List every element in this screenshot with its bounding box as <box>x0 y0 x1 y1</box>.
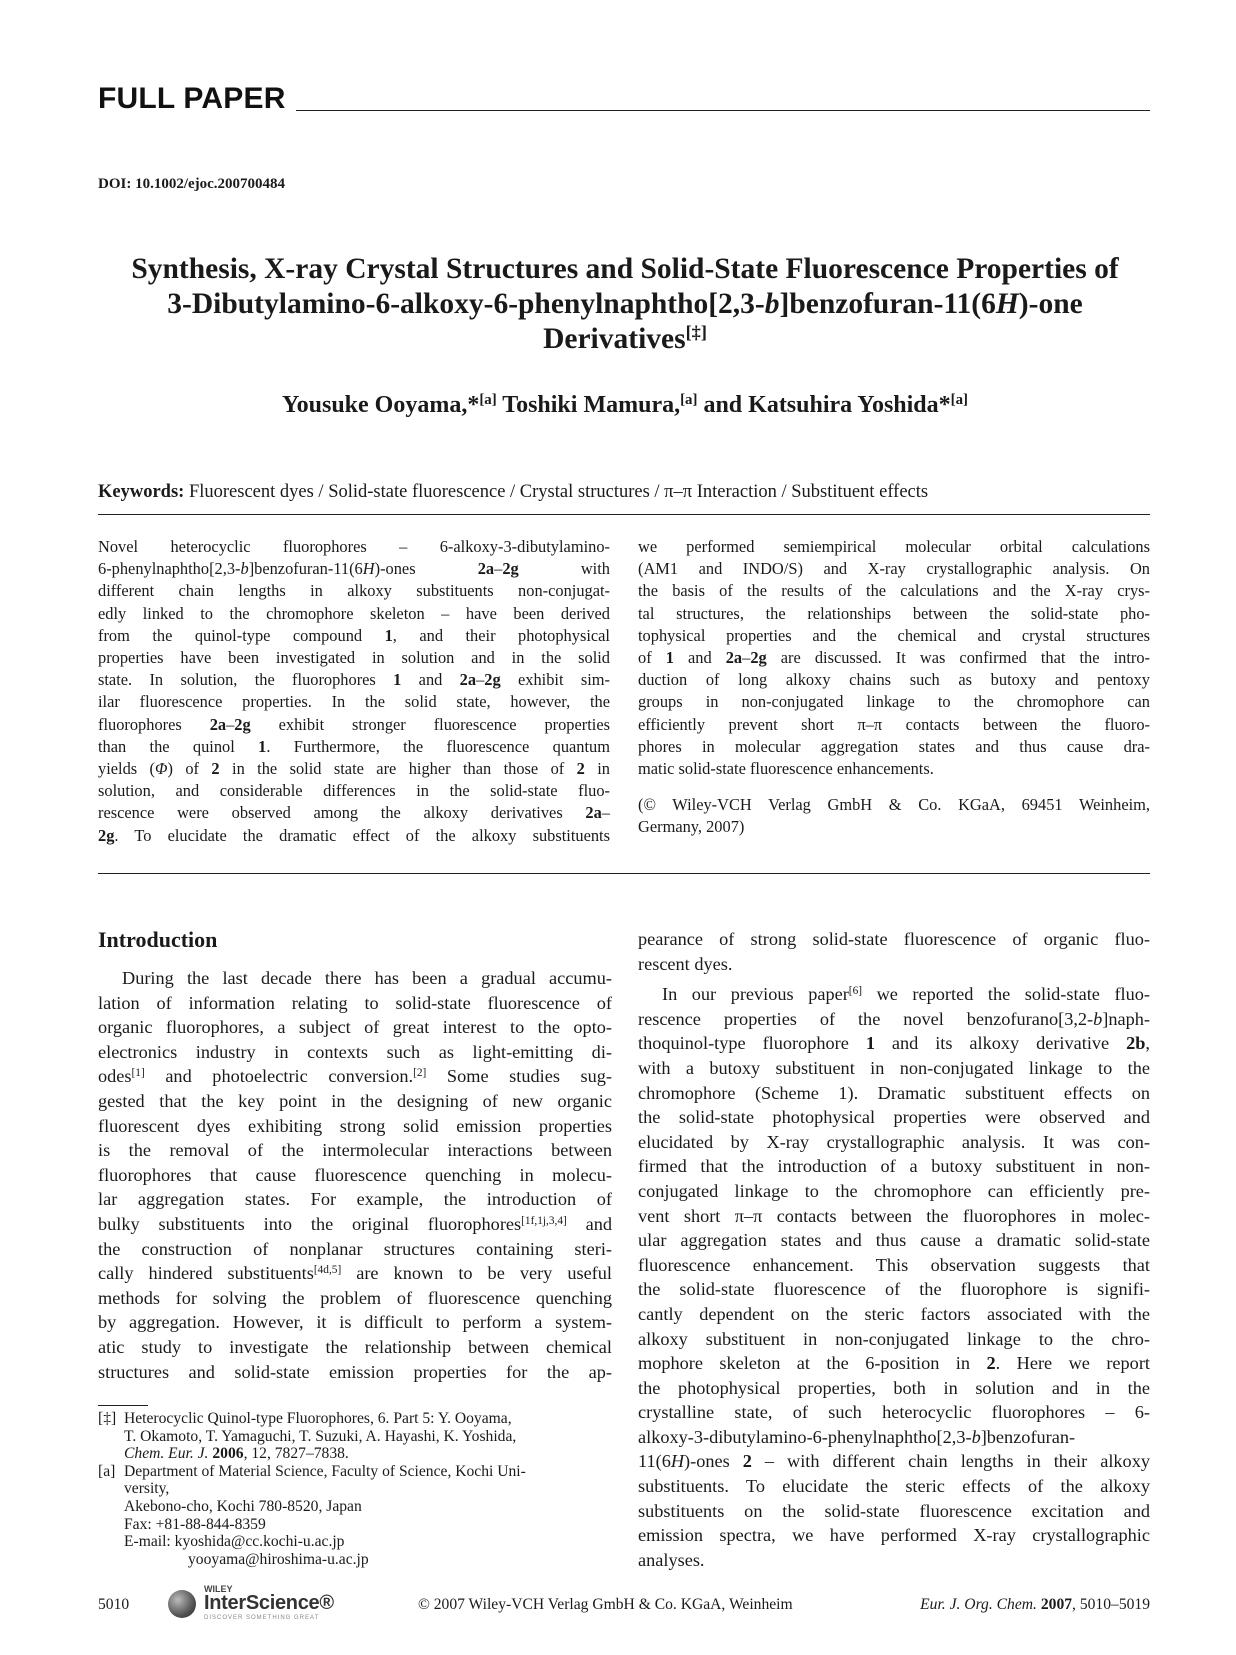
abstract-line: rescence were observed among the alkoxy derivatives 2a– <box>98 803 610 823</box>
body-line: bulky substituents into the original fluorophores[1f,1j,3,4] and <box>98 1213 612 1234</box>
body-line: fluorescence enhancement. This observation suggests that <box>638 1254 1150 1275</box>
abstract-copyright: (© Wiley-VCH Verlag GmbH & Co. KGaA, 69451 Weinheim, <box>638 795 1150 815</box>
header-rule <box>296 110 1150 111</box>
footnote-line: T. Okamoto, T. Yamaguchi, T. Suzuki, A. Hayashi, K. Yoshida, <box>124 1427 517 1445</box>
abstract-line: from the quinol-type compound 1, and their photophysical <box>98 625 610 645</box>
abstract-line: state. In solution, the fluorophores 1 and 2a–2g exhibit sim- <box>98 670 610 690</box>
abstract-line: we performed semiempirical molecular orbital calculations <box>638 537 1150 556</box>
author-1: Yousuke Ooyama,* <box>281 392 480 418</box>
abstract-line: edly linked to the chromophore skeleton – have been derived <box>98 603 610 623</box>
abstract-line: of 1 and 2a–2g are discussed. It was confirmed that the intro- <box>638 648 1150 668</box>
footnotes <box>98 1410 612 1568</box>
interscience-logo: WILEY InterScience® DISCOVER SOMETHING GREAT <box>168 1584 368 1624</box>
abstract-line: the basis of the results of the calculations and the X-ray crys- <box>638 581 1150 601</box>
journal-citation: Eur. J. Org. Chem. 2007, 5010–5019 <box>920 1596 1150 1613</box>
abstract-line: matic solid-state fluorescence enhancements. <box>638 759 934 779</box>
body-line: alkoxy-3-dibutylamino-6-phenylnaphtho[2,3-b]benzofuran- <box>638 1426 1076 1447</box>
body-line: conjugated linkage to the chromophore can efficiently pre- <box>638 1180 1150 1201</box>
body-line: the solid-state photophysical properties were observed and <box>638 1107 1150 1128</box>
abstract-line: yields (Φ) of 2 in the solid state are higher than those of 2 in <box>98 759 611 779</box>
body-line: with a butoxy substituent in non-conjugated linkage to the <box>638 1057 1150 1078</box>
body-line: odes[1] and photoelectric conversion.[2] Some studies sug- <box>98 1066 613 1087</box>
body-line: 11(6H)-ones 2 – with different chain lengths in their alkoxy <box>638 1451 1150 1472</box>
abstract-line: duction of long alkoxy chains such as butoxy and pentoxy <box>638 670 1150 690</box>
footnote-rule <box>98 1405 148 1406</box>
footnote-line: versity, <box>124 1480 170 1498</box>
body-line: emission spectra, we have performed X-ray crystallographic <box>638 1525 1150 1546</box>
body-left-column <box>98 966 612 1384</box>
author-3: and Katsuhira Yoshida* <box>697 392 951 418</box>
abstract-line: 2g. To elucidate the dramatic effect of the alkoxy substituents <box>98 825 610 845</box>
abstract-line: fluorophores 2a–2g exhibit stronger fluorescence properties <box>98 714 610 734</box>
body-line: elucidated by X-ray crystallographic analysis. It was con- <box>638 1131 1150 1152</box>
body-line: the solid-state fluorescence of the fluorophore is signifi- <box>638 1279 1150 1300</box>
keywords-rule <box>98 514 1150 515</box>
footnote-1: [‡] Heterocyclic Quinol-type Fluorophores, 6. Part 5: Y. Ooyama, <box>98 1410 512 1427</box>
body-line: crystalline state, of such heterocyclic fluorophores – 6- <box>638 1402 1150 1423</box>
footnote-line: Fax: +81-88-844-8359 <box>124 1515 266 1533</box>
page-footer <box>98 1596 1150 1620</box>
body-line: substituents. To elucidate the steric effects of the alkoxy <box>638 1476 1150 1497</box>
abstract-line: properties have been investigated in solution and in the solid <box>98 648 610 668</box>
title-line-2: 3-Dibutylamino-6-alkoxy-6-phenylnaphtho[2,3-b]benzofuran-11(6H)-one <box>167 288 1083 320</box>
footnote-line: Chem. Eur. J. 2006, 12, 7827–7838. <box>124 1445 349 1463</box>
body-line: fluorescent dyes exhibiting strong solid emission properties <box>98 1115 612 1136</box>
abstract-line: tal structures, the relationships between the solid-state pho- <box>638 603 1150 623</box>
abstract-line: Novel heterocyclic fluorophores – 6-alkoxy-3-dibutylamino- <box>98 537 610 556</box>
keywords: Keywords: Fluorescent dyes / Solid-state fluorescence / Crystal structures / π–π Interaction / Substituent effects <box>98 482 929 502</box>
body-line: cally hindered substituents[4d,5] are known to be very useful <box>98 1263 612 1284</box>
body-line: by aggregation. However, it is difficult to perform a system- <box>98 1312 612 1333</box>
footnote-affiliation: [a] Department of Material Science, Faculty of Science, Kochi Uni- <box>98 1462 526 1480</box>
body-line: is the removal of the intermolecular interactions between <box>98 1140 612 1161</box>
section-heading-introduction: Introduction <box>98 927 218 952</box>
title-line-3: Derivatives[‡] <box>543 321 707 355</box>
body-line: pearance of strong solid-state fluorescence of organic fluo- <box>638 929 1150 949</box>
body-line: the construction of nonplanar structures containing steri- <box>98 1238 612 1259</box>
body-line: structures and solid-state emission properties for the ap- <box>98 1361 612 1382</box>
author-2: Toshiki Mamura, <box>496 392 681 418</box>
body-line: rescent dyes. <box>638 953 733 974</box>
footnote-line: Akebono-cho, Kochi 780-8520, Japan <box>124 1497 362 1515</box>
abstract-right-column <box>638 536 1150 839</box>
body-line: In our previous paper[6] we reported the solid-state fluo- <box>662 984 1150 1005</box>
abstract-line: groups in non-conjugated linkage to the chromophore can <box>638 692 1150 712</box>
abstract-left-column <box>98 536 610 847</box>
footer-copyright: © 2007 Wiley-VCH Verlag GmbH & Co. KGaA, Weinheim <box>418 1596 793 1613</box>
paper-title <box>90 252 1160 357</box>
body-line: atic study to investigate the relationship between chemical <box>98 1336 612 1357</box>
abstract-rule <box>98 873 1150 874</box>
body-line: cantly dependent on the steric factors associated with the <box>638 1303 1150 1324</box>
body-right-column <box>638 927 1150 1572</box>
body-line: electronics industry in contexts such as light-emitting di- <box>98 1041 612 1062</box>
abstract-line: tophysical properties and the chemical and crystal structures <box>638 625 1150 645</box>
body-line: lar aggregation states. For example, the introduction of <box>98 1189 612 1210</box>
abstract-line: efficiently prevent short π–π contacts between the fluoro- <box>638 714 1150 734</box>
author-list: Yousuke Ooyama,*[a] Toshiki Mamura,[a] and Katsuhira Yoshida*[a] <box>281 391 969 418</box>
body-line: alkoxy substituent in non-conjugated linkage to the chro- <box>638 1328 1150 1349</box>
footnote-email: E-mail: kyoshida@cc.kochi-u.ac.jp <box>124 1533 345 1551</box>
body-line: analyses. <box>638 1549 705 1570</box>
body-line: thoquinol-type fluorophore 1 and its alkoxy derivative 2b, <box>638 1033 1150 1054</box>
abstract-line: solution, and considerable differences in the solid-state fluo- <box>98 781 610 801</box>
body-line: gested that the key point in the designing of new organic <box>98 1090 612 1111</box>
abstract-line: (AM1 and INDO/S) and X-ray crystallographic analysis. On <box>638 559 1150 579</box>
body-line: chromophore (Scheme 1). Dramatic substituent effects on <box>638 1082 1150 1103</box>
section-label: FULL PAPER <box>98 82 286 115</box>
body-line: firmed that the introduction of a butoxy substituent in non- <box>638 1156 1150 1177</box>
body-line: rescence properties of the novel benzofurano[3,2-b]naph- <box>638 1008 1150 1029</box>
body-line: mophore skeleton at the 6-position in 2. Here we report <box>638 1353 1150 1374</box>
body-line: substituents on the solid-state fluorescence excitation and <box>638 1500 1150 1521</box>
doi: DOI: 10.1002/ejoc.200700484 <box>98 176 286 192</box>
page-header <box>98 82 1150 116</box>
abstract-line: than the quinol 1. Furthermore, the fluorescence quantum <box>98 736 610 756</box>
body-line: During the last decade there has been a gradual accumu- <box>122 968 612 988</box>
body-line: lation of information relating to solid-state fluorescence of <box>98 992 612 1013</box>
body-line: fluorophores that cause fluorescence quenching in molecu- <box>98 1164 612 1185</box>
footnote-email: yooyama@hiroshima-u.ac.jp <box>188 1550 369 1568</box>
abstract-line: 6-phenylnaphtho[2,3-b]benzofuran-11(6H)-ones 2a–2g with <box>98 559 610 579</box>
body-line: ular aggregation states and thus cause a dramatic solid-state <box>638 1230 1150 1251</box>
body-line: the photophysical properties, both in solution and in the <box>638 1377 1150 1398</box>
abstract-line: phores in molecular aggregation states and thus cause dra- <box>638 736 1150 756</box>
page-number: 5010 <box>98 1596 130 1613</box>
abstract-line: different chain lengths in alkoxy substituents non-conjugat- <box>98 581 610 601</box>
title-line-1: Synthesis, X-ray Crystal Structures and Solid-State Fluorescence Properties of <box>131 253 1119 285</box>
body-line: methods for solving the problem of fluorescence quenching <box>98 1287 612 1308</box>
body-line: organic fluorophores, a subject of great interest to the opto- <box>98 1017 612 1038</box>
abstract-copyright: Germany, 2007) <box>638 817 745 837</box>
body-line: vent short π–π contacts between the fluorophores in molec- <box>638 1205 1150 1226</box>
abstract-line: ilar fluorescence properties. In the solid state, however, the <box>98 692 610 712</box>
